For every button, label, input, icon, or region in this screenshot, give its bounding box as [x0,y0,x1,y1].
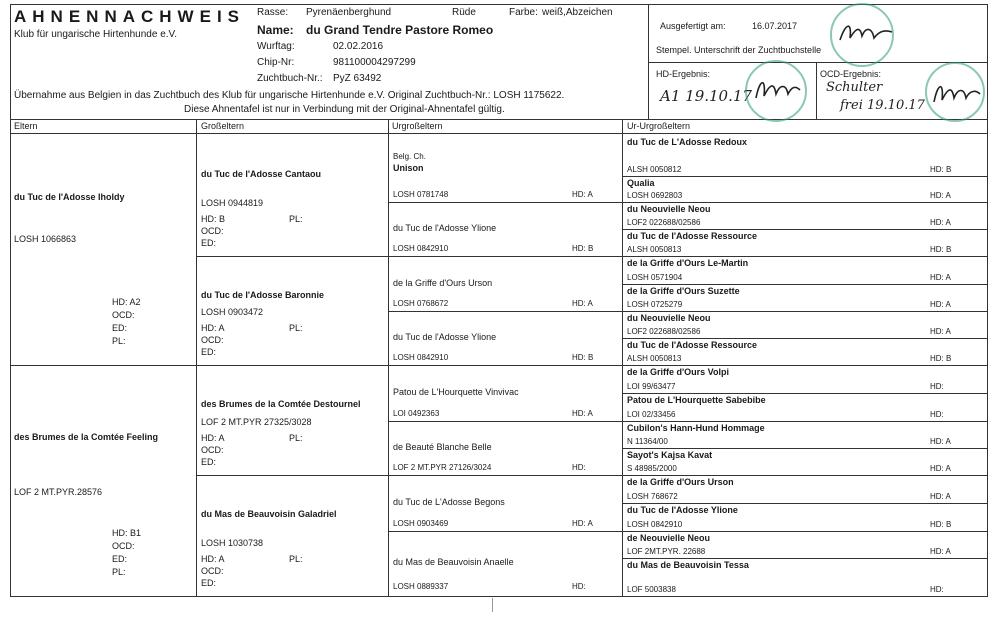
column-header-grosseltern: Großeltern [201,121,245,131]
ur-urgrosselter-hd: HD: A [930,547,951,556]
column-header-ururgrosseltern: Ur-Urgroßeltern [627,121,691,131]
parent-sire-ocd: OCD: [112,310,135,320]
label-zuchtbuch: Zuchtbuch-Nr.: [257,73,323,84]
ur-urgrosselter-name: du Tuc de l'Adosse Ressource [627,340,758,350]
ur-urgrosselter-hd: HD: A [930,300,951,309]
ocd-result-label: OCD-Ergebnis: [820,69,882,79]
ur-urgrosselter-hd: HD: A [930,437,951,446]
ur-urgrosselter-name: Qualia [627,178,655,188]
grandparent-name: du Tuc de l'Adosse Baronnie [201,290,324,300]
grandparent-ocd: OCD: [201,566,224,576]
grandparent-ed: ED: [201,578,217,588]
grandparent-ed: ED: [201,347,217,357]
transfer-note-1: Übernahme aus Belgien in das Zuchtbuch des Klub für ungarische Hirtenhunde e.V. Original Zuchtbuch-Nr.: LOSH 1175622. [14,90,565,101]
ur-urgrosselter-reg: LOI 02/33456 [627,410,676,419]
ur-urgrosselter-name: de la Griffe d'Ours Le-Martin [627,258,749,268]
grandparent-name: du Mas de Beauvoisin Galadriel [201,509,337,519]
ur-urgrosselter-hd: HD: [930,382,944,391]
issued-label: Ausgefertigt am: [660,21,726,31]
grandparent-pl: PL: [289,323,303,333]
transfer-note-2: Diese Ahnentafel ist nur in Verbindung mit der Original-Ahnentafel gültig. [184,104,505,115]
ur-urgrosselter-hd: HD: [930,585,944,594]
great-grandparent-hd: HD: B [572,244,594,253]
ur-urgrosselter-name: du Tuc de l'Adosse Ylione [627,505,738,515]
ur-urgrosselter-reg: LOSH 768672 [627,492,678,501]
parent-dam-ocd: OCD: [112,541,135,551]
parent-sire-reg: LOSH 1066863 [14,234,77,244]
ur-urgrosselter-reg: LOF 2MT.PYR. 22688 [627,547,706,556]
value-sex: Rüde [452,7,476,18]
great-grandparent-reg: LOI 0492363 [393,409,440,418]
great-grandparent-hd: HD: A [572,519,593,528]
parent-dam-name: des Brumes de la Comtée Feeling [14,432,159,442]
great-grandparent-name: de Beauté Blanche Belle [393,442,492,452]
ur-urgrosselter-reg: LOI 99/63477 [627,382,676,391]
ocd-result-handwritten-1: Schulter [826,80,883,95]
ur-urgrosselter-reg: N 11364/00 [627,437,668,446]
value-wurftag: 02.02.2016 [333,41,384,52]
ur-urgrosselter-reg: ALSH 0050813 [627,245,682,254]
grandparent-reg: LOSH 1030738 [201,538,264,548]
label-wurftag: Wurftag: [257,41,295,52]
great-grandparent-name: Patou de L'Hourquette Vinvivac [393,387,519,397]
grandparent-ed: ED: [201,457,217,467]
ur-urgrosselter-reg: LOSH 0842910 [627,520,683,529]
crease-mark [492,598,493,612]
ur-urgrosselter-hd: HD: B [930,165,952,174]
great-grandparent-name: du Tuc de L'Adosse Begons [393,497,505,507]
parent-dam-ed: ED: [112,554,128,564]
ur-urgrosselter-hd: HD: A [930,327,951,336]
signature-icon [930,76,982,110]
ur-urgrosselter-reg: LOF2 022688/02586 [627,327,701,336]
ur-urgrosselter-name: de Neouvielle Neou [627,533,711,543]
ur-urgrosselter-reg: LOF2 022688/02586 [627,218,701,227]
ur-urgrosselter-hd: HD: A [930,273,951,282]
value-zuchtbuch: PyZ 63492 [333,73,382,84]
ur-urgrosselter-name: de la Griffe d'Ours Suzette [627,286,740,296]
grandparent-ocd: OCD: [201,445,224,455]
parent-sire-ed: ED: [112,323,128,333]
grandparent-name: du Tuc de l'Adosse Cantaou [201,169,321,179]
grandparent-ocd: OCD: [201,226,224,236]
great-grandparent-name: de la Griffe d'Ours Urson [393,278,493,288]
ur-urgrosselter-reg: S 48985/2000 [627,464,677,473]
great-grandparent-reg: LOSH 0781748 [393,190,449,199]
ur-urgrosselter-reg: ALSH 0050812 [627,165,682,174]
parent-sire-hd: HD: A2 [112,297,141,307]
grandparent-reg: LOSH 0903472 [201,307,264,317]
signature-icon [752,72,802,106]
ur-urgrosselter-name: du Mas de Beauvoisin Tessa [627,560,749,570]
stamp-label: Stempel. Unterschrift der Zuchtbuchstelle [656,45,822,55]
great-grandparent-reg: LOSH 0889337 [393,582,449,591]
ur-urgrosselter-hd: HD: B [930,245,952,254]
grandparent-hd: HD: B [201,214,226,224]
great-grandparent-hd: HD: [572,582,586,591]
grandparent-ed: ED: [201,238,217,248]
parent-dam-hd: HD: B1 [112,528,142,538]
ur-urgrosselter-hd: HD: B [930,520,952,529]
great-grandparent-name: du Mas de Beauvoisin Anaelle [393,557,514,567]
great-grandparent-reg: LOSH 0842910 [393,244,449,253]
ur-urgrosselter-hd: HD: B [930,354,952,363]
grandparent-hd: HD: A [201,433,225,443]
ur-urgrosselter-reg: LOSH 0692803 [627,191,683,200]
great-grandparent-reg: LOSH 0842910 [393,353,449,362]
parent-sire-pl: PL: [112,336,126,346]
ur-urgrosselter-reg: ALSH 0050813 [627,354,682,363]
parent-dam-reg: LOF 2 MT.PYR.28576 [14,487,103,497]
issued-date: 16.07.2017 [752,21,798,31]
ur-urgrosselter-reg: LOF 5003838 [627,585,676,594]
great-grandparent-hd: HD: A [572,299,593,308]
club-name: Klub für ungarische Hirtenhunde e.V. [14,29,178,40]
great-grandparent-reg: LOF 2 MT.PYR 27126/3024 [393,463,492,472]
parent-sire-name: du Tuc de l'Adosse Iholdy [14,192,125,202]
ur-urgrosselter-name: Cubilon's Hann-Hund Hommage [627,423,765,433]
ur-urgrosselter-reg: LOSH 0571904 [627,273,683,282]
ur-urgrosselter-hd: HD: A [930,191,951,200]
great-grandparent-reg: LOSH 0768672 [393,299,449,308]
ur-urgrosselter-hd: HD: A [930,464,951,473]
ur-urgrosselter-name: Sayot's Kajsa Kavat [627,450,713,460]
great-grandparent-hd: HD: [572,463,586,472]
grandparent-reg: LOF 2 MT.PYR 27325/3028 [201,417,312,427]
label-name: Name: [257,23,294,37]
great-grandparent-name: du Tuc de l'Adosse Ylione [393,223,497,233]
grandparent-name: des Brumes de la Comtée Destournel [201,399,361,409]
grandparent-reg: LOSH 0944819 [201,198,264,208]
grandparent-pl: PL: [289,554,303,564]
great-grandparent-reg: LOSH 0903469 [393,519,449,528]
ur-urgrosselter-name: du Neouvielle Neou [627,313,711,323]
label-farbe: Farbe: [509,7,538,18]
ur-urgrosselter-hd: HD: A [930,218,951,227]
document-title: AHNENNACHWEIS [14,7,245,26]
ur-urgrosselter-reg: LOSH 0725279 [627,300,683,309]
grandparent-pl: PL: [289,433,303,443]
grandparent-hd: HD: A [201,323,225,333]
ur-urgrosselter-name: du Tuc de l'Adosse Ressource [627,231,758,241]
ocd-result-handwritten-2: frei 19.10.17 [840,98,925,113]
ur-urgrosselter-hd: HD: A [930,492,951,501]
label-chip: Chip-Nr: [257,57,295,68]
hd-result-handwritten: A1 19.10.17 [660,87,752,105]
grandparent-pl: PL: [289,214,303,224]
value-name: du Grand Tendre Pastore Romeo [306,23,494,37]
great-grandparent-hd: HD: A [572,190,593,199]
great-grandparent-name: Unison [393,163,424,173]
value-rasse: Pyrenäenberghund [306,7,392,18]
column-header-eltern: Eltern [14,121,38,131]
great-grandparent-name: du Tuc de l'Adosse Ylione [393,332,497,342]
ur-urgrosselter-name: de la Griffe d'Ours Volpi [627,367,729,377]
ur-urgrosselter-name: du Tuc de L'Adosse Redoux [627,137,747,147]
great-grandparent-title: Belg. Ch. [393,152,426,161]
signature-icon [836,18,896,48]
label-rasse: Rasse: [257,7,289,18]
grandparent-ocd: OCD: [201,335,224,345]
value-farbe: weiß,Abzeichen [542,7,613,18]
value-chip: 981100004297299 [333,57,416,68]
great-grandparent-hd: HD: B [572,353,594,362]
parent-dam-pl: PL: [112,567,126,577]
great-grandparent-hd: HD: A [572,409,593,418]
ur-urgrosselter-name: Patou de L'Hourquette Sabebibe [627,395,766,405]
grandparent-hd: HD: A [201,554,225,564]
column-header-urgrosseltern: Urgroßeltern [392,121,443,131]
ur-urgrosselter-name: du Neouvielle Neou [627,204,711,214]
hd-result-label: HD-Ergebnis: [656,69,711,79]
ur-urgrosselter-hd: HD: [930,410,944,419]
ur-urgrosselter-name: de la Griffe d'Ours Urson [627,477,734,487]
